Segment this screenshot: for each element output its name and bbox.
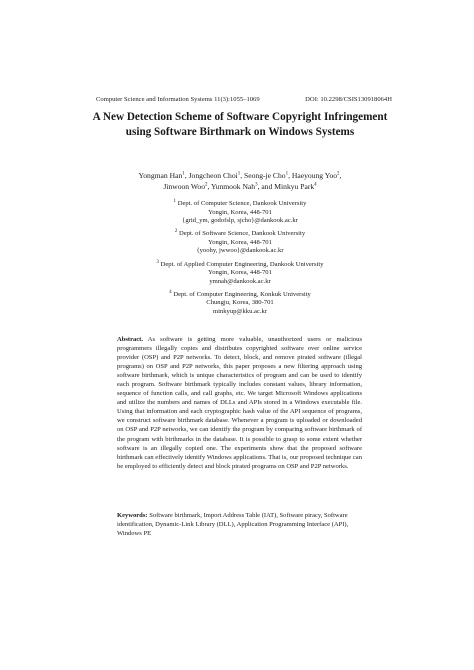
affiliation-text: Yongin, Korea, 448-701 bbox=[208, 269, 272, 277]
author-affiliation-mark: 4 bbox=[314, 181, 317, 187]
author-affiliation-mark: 2 bbox=[205, 181, 208, 187]
author-affiliation-mark: 2 bbox=[337, 171, 340, 177]
affiliation-text: Dept. of Applied Computer Engineering, Dankook University bbox=[160, 260, 324, 268]
affiliation-line bbox=[90, 247, 390, 256]
affiliation-text: Yongin, Korea, 448-701 bbox=[208, 238, 272, 246]
paper-title: A New Detection Scheme of Software Copyright Infringement using Software Birthmark on Windows Systems bbox=[92, 111, 388, 138]
affiliation-line bbox=[90, 217, 390, 226]
affiliation-text: Dept. of Computer Engineering, Konkuk University bbox=[173, 290, 311, 298]
author-separator: , bbox=[184, 171, 189, 180]
affiliation-text: minkyup@kku.ac.kr bbox=[212, 308, 268, 316]
author-separator: , bbox=[288, 171, 292, 180]
affiliation-line bbox=[90, 308, 390, 317]
author-separator: , bbox=[339, 171, 342, 180]
author-affiliation-mark: 1 bbox=[285, 171, 289, 177]
doi: DOI: 10.2298/CSIS130918064H bbox=[305, 96, 392, 103]
author-separator: , and bbox=[257, 181, 275, 191]
affiliation-text: Dept. of Computer Science, Dankook University bbox=[177, 200, 307, 207]
affiliation-text: Chungju, Korea, 380-701 bbox=[206, 299, 274, 307]
author-affiliation-mark: 1 bbox=[182, 171, 185, 177]
affiliation-number: 1 bbox=[173, 198, 177, 204]
keywords bbox=[117, 511, 362, 538]
affiliation-text: Yongin, Korea, 448-701 bbox=[208, 208, 272, 216]
affiliation-line bbox=[90, 269, 390, 278]
affiliation-block bbox=[90, 200, 390, 226]
affiliation-text: Dept. of Software Science, Dankook University bbox=[178, 230, 306, 238]
running-head bbox=[96, 96, 392, 103]
affiliation-block bbox=[90, 291, 390, 317]
journal-citation: Computer Science and Information Systems 11(3):1055–1069 bbox=[96, 96, 260, 103]
affiliation-line bbox=[90, 261, 390, 270]
affiliation-line bbox=[90, 209, 390, 218]
author-list bbox=[90, 171, 390, 192]
affiliation-text: {yoohy, jwwoo}@dankook.ac.kr bbox=[196, 247, 284, 255]
affiliation-text: ymnah@dankook.ac.kr bbox=[209, 277, 271, 285]
abstract-text: As software is getting more valuable, unauthorized users or malicious programmers illegally copies and distributes copyrighted software over online service provider (OSP) and P2P networks. To detect, block, and remove pirated software (illegal programs) on OSP and P2P networks, this paper proposes a new filtering approach using software birthmark, which is unique characteristics of program and can be used to identify each program. Software birthmark typically includes constant values, library information, sequence of function calls, and call graphs, etc. We target Microsoft Windows applications and utilize the numbers and names of DLLs and APIs stored in a Windows executable file. Using that information and each cryptographic hash value of the API sequence of programs, we construct software birthmark database. Whenever a program is uploaded or downloaded on OSP and P2P networks, we can identify the program by comparing software birthmark of the program with birthmarks in the database. It is possible to grasp to some extent whether software is an illegally copied one. The experiments show that the proposed software birthmark can effectively identify Windows applications. That is, our proposed technique can be employed to efficiently detect and block pirated programs on OSP and P2P networks. bbox=[117, 336, 362, 470]
affiliation-line bbox=[90, 239, 390, 248]
affiliation-number: 4 bbox=[169, 289, 172, 295]
affiliation-line bbox=[90, 200, 390, 209]
affiliation-number: 2 bbox=[174, 229, 178, 235]
affiliation-line bbox=[90, 299, 390, 308]
author-separator: , bbox=[207, 181, 212, 191]
author-name: Yongman Han bbox=[138, 171, 183, 180]
keywords-label: Keywords: bbox=[117, 512, 148, 519]
abstract bbox=[117, 335, 362, 471]
affiliation-line bbox=[90, 230, 390, 239]
author-name: Yunmook Nah bbox=[211, 181, 256, 191]
affiliation-line bbox=[90, 291, 390, 300]
abstract-label: Abstract. bbox=[117, 336, 143, 343]
author-name: Haeyoung Yoo bbox=[291, 171, 338, 180]
affiliation-block bbox=[90, 230, 390, 256]
author-affiliation-mark: 3 bbox=[255, 181, 258, 187]
affiliation-line bbox=[90, 278, 390, 287]
affiliation-number: 3 bbox=[156, 259, 159, 265]
affiliation-text: {grid_ym, godofslp, sjcho}@dankook.ac.kr bbox=[182, 217, 298, 225]
keywords-text: Software birthmark, Import Address Table (IAT), Software piracy, Software identification, Dynamic-Link Library (DLL), Application Programming Interface (API), Windows PE bbox=[117, 512, 349, 538]
author-name: Seong-je Cho bbox=[244, 171, 286, 180]
author-separator: , bbox=[240, 171, 245, 180]
author-name: Minkyu Park bbox=[274, 181, 315, 191]
affiliation-list bbox=[90, 200, 390, 321]
author-affiliation-mark: 1 bbox=[237, 171, 241, 177]
author-name: Jinwoon Woo bbox=[163, 181, 205, 191]
author-name: Jongcheon Choi bbox=[188, 171, 238, 180]
affiliation-block bbox=[90, 261, 390, 287]
